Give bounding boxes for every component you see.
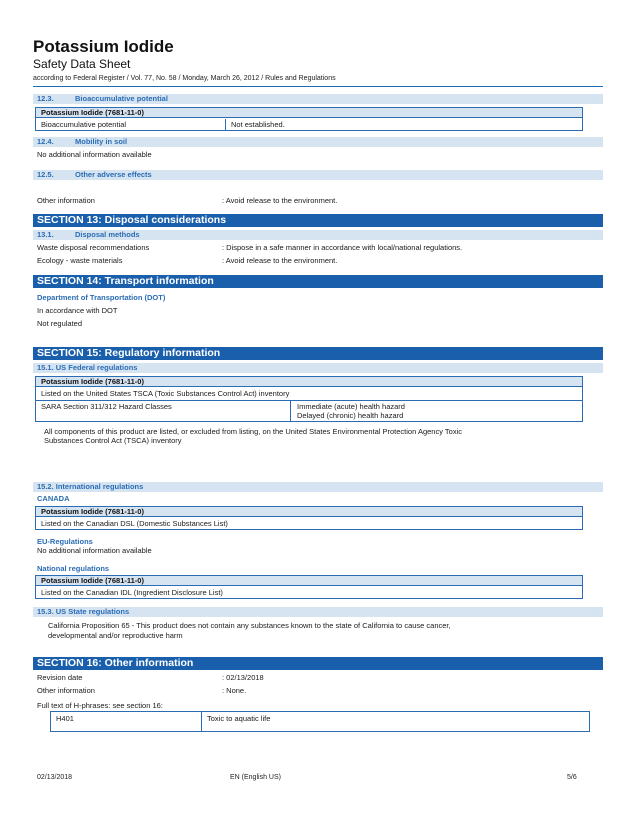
dot-label: Department of Transportation (DOT) bbox=[37, 293, 166, 302]
row-label: Bioaccumulative potential bbox=[41, 120, 127, 129]
table-header: Potassium Iodide (7681-11-0) bbox=[36, 377, 582, 387]
subsection-title: 15.2. International regulations bbox=[37, 482, 144, 491]
subsection-title: Other adverse effects bbox=[75, 170, 152, 179]
subsection-number: 12.5. bbox=[37, 170, 54, 179]
mobility-text: No additional information available bbox=[37, 150, 152, 159]
section-16-header: SECTION 16: Other information bbox=[33, 657, 603, 670]
document-subtitle: Safety Data Sheet bbox=[33, 57, 131, 71]
canada-table bbox=[35, 506, 583, 530]
footer-page-number: 5/6 bbox=[567, 774, 577, 781]
other-info-label: Other information bbox=[37, 686, 95, 695]
subsection-title: Disposal methods bbox=[75, 230, 140, 239]
sara-value-acute: Immediate (acute) health hazard bbox=[297, 402, 405, 411]
subsection-title: 15.3. US State regulations bbox=[37, 607, 130, 616]
national-table bbox=[35, 575, 583, 599]
sara-value-chronic: Delayed (chronic) health hazard bbox=[297, 411, 404, 420]
other-information-label: Other information bbox=[37, 196, 95, 205]
section-15-header: SECTION 15: Regulatory information bbox=[33, 347, 603, 360]
subsection-number: 12.3. bbox=[37, 94, 54, 103]
canada-label: CANADA bbox=[37, 494, 70, 503]
footer-language: EN (English US) bbox=[230, 774, 281, 781]
not-regulated-text: Not regulated bbox=[37, 319, 83, 328]
table-header: Potassium Iodide (7681-11-0) bbox=[36, 576, 582, 586]
section-14-header: SECTION 14: Transport information bbox=[33, 275, 603, 288]
subsection-title: Bioaccumulative potential bbox=[75, 94, 168, 103]
us-federal-table bbox=[35, 376, 583, 422]
california-prop65-line-1: California Proposition 65 - This product does not contain any substances known to the state of California to cause cancer, bbox=[48, 621, 451, 630]
section-13-header: SECTION 13: Disposal considerations bbox=[33, 214, 603, 227]
bioaccumulative-table bbox=[35, 107, 583, 131]
canada-idl-row: Listed on the Canadian IDL (Ingredient Disclosure List) bbox=[41, 588, 223, 597]
ecology-waste-value: : Avoid release to the environment. bbox=[222, 256, 338, 265]
row-value: Not established. bbox=[231, 120, 285, 129]
dot-accordance-text: In accordance with DOT bbox=[37, 306, 118, 315]
header-divider bbox=[33, 86, 603, 87]
table-header: Potassium Iodide (7681-11-0) bbox=[36, 108, 582, 118]
waste-disposal-label: Waste disposal recommendations bbox=[37, 243, 150, 252]
subsection-12-3-header bbox=[33, 94, 603, 104]
revision-date-label: Revision date bbox=[37, 673, 83, 682]
eu-regulations-label: EU-Regulations bbox=[37, 537, 93, 546]
h-text: Toxic to aquatic life bbox=[207, 714, 271, 723]
table-divider bbox=[290, 400, 291, 421]
california-prop65-line-2: developmental and/or reproductive harm bbox=[48, 631, 183, 640]
h-phrases-table bbox=[50, 711, 590, 732]
table-header: Potassium Iodide (7681-11-0) bbox=[36, 507, 582, 517]
subsection-12-5-header bbox=[33, 170, 603, 180]
national-regulations-label: National regulations bbox=[37, 564, 110, 573]
tsca-note-line-1: All components of this product are listed, or excluded from listing, on the United States Environmental Protection Agency Toxic bbox=[44, 427, 462, 436]
subsection-title: 15.1. US Federal regulations bbox=[37, 363, 138, 372]
subsection-number: 13.1. bbox=[37, 230, 54, 239]
subsection-number: 12.4. bbox=[37, 137, 54, 146]
h-code: H401 bbox=[56, 714, 74, 723]
sara-label: SARA Section 311/312 Hazard Classes bbox=[41, 402, 172, 411]
subsection-title: Mobility in soil bbox=[75, 137, 128, 146]
eu-regulations-text: No additional information available bbox=[37, 546, 152, 555]
waste-disposal-value: : Dispose in a safe manner in accordance with local/national regulations. bbox=[222, 243, 463, 252]
international-header bbox=[33, 482, 603, 492]
other-info-value: : None. bbox=[222, 686, 247, 695]
tsca-row: Listed on the United States TSCA (Toxic Substances Control Act) inventory bbox=[41, 389, 290, 398]
canada-dsl-row: Listed on the Canadian DSL (Domestic Substances List) bbox=[41, 519, 228, 528]
subsection-13-1-header bbox=[33, 230, 603, 240]
table-separator bbox=[36, 400, 582, 401]
h-phrases-label: Full text of H-phrases: see section 16: bbox=[37, 701, 163, 710]
ecology-waste-label: Ecology - waste materials bbox=[37, 256, 123, 265]
footer-date: 02/13/2018 bbox=[37, 774, 73, 781]
subsection-12-4-header bbox=[33, 137, 603, 147]
us-federal-header bbox=[33, 363, 603, 373]
revision-date-value: : 02/13/2018 bbox=[222, 673, 264, 682]
us-state-header bbox=[33, 607, 603, 617]
tsca-note-line-2: Substances Control Act (TSCA) inventory bbox=[44, 436, 182, 445]
document-title: Potassium Iodide bbox=[33, 37, 174, 56]
other-information-value: : Avoid release to the environment. bbox=[222, 196, 338, 205]
regulation-reference: according to Federal Register / Vol. 77, No. 58 / Monday, March 26, 2012 / Rules and Regulations bbox=[33, 75, 336, 82]
